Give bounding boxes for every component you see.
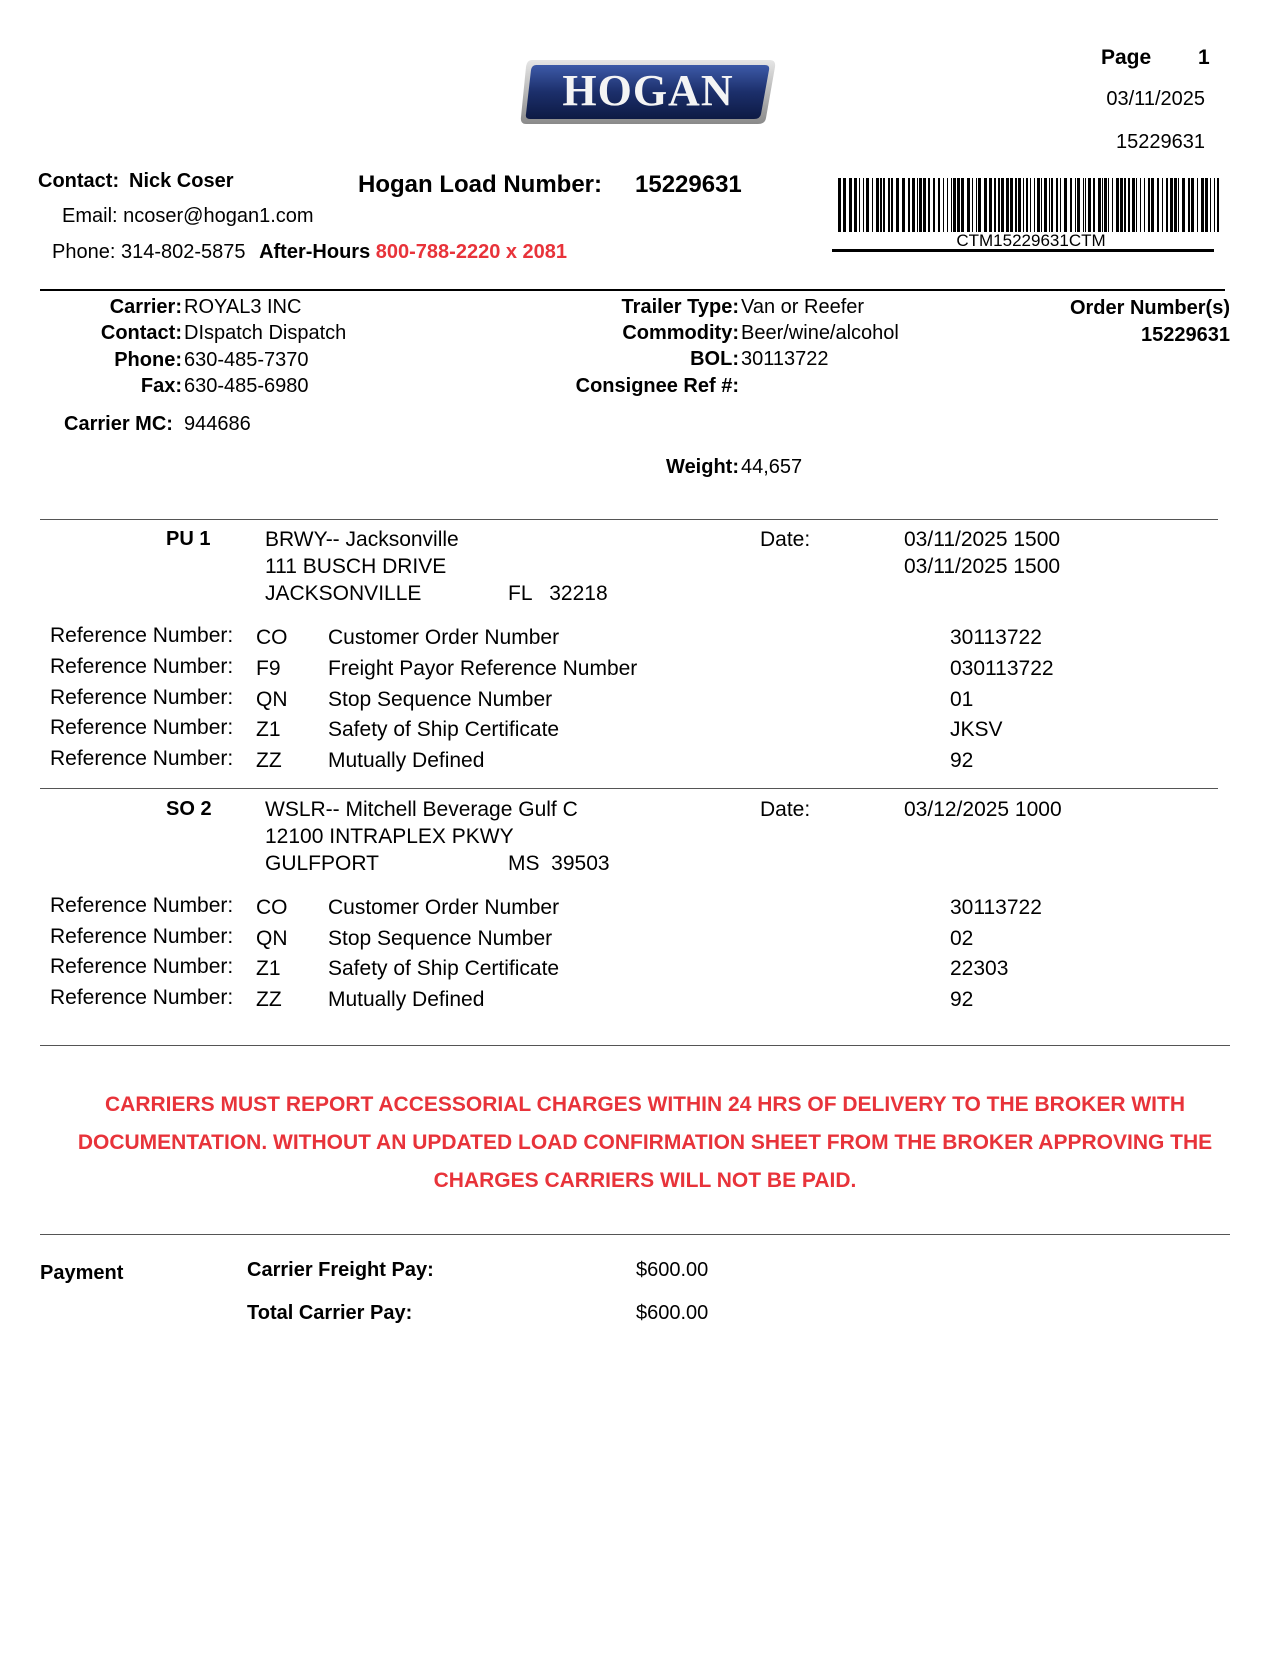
ref-value: 30113722: [950, 626, 1042, 649]
carrier-phone-label: Phone:: [114, 349, 182, 371]
ref-label: Reference Number:: [50, 624, 234, 647]
order-number: 15229631: [1141, 324, 1230, 346]
after-hours-label: After-Hours: [259, 241, 371, 263]
ref-label: Reference Number:: [50, 986, 234, 1009]
ref-value: JKSV: [950, 718, 1003, 741]
carrier-fax-label: Fax:: [140, 375, 182, 397]
carrier-mc-label: Carrier MC:: [64, 413, 173, 435]
stop2-state-zip: MS 39503: [508, 852, 610, 875]
phone-label: Phone:: [52, 241, 116, 263]
consignee-ref-label: Consignee Ref #:: [575, 375, 739, 397]
notice-line-3: CHARGES CARRIERS WILL NOT BE PAID.: [433, 1169, 857, 1192]
accessorial-notice: [40, 1086, 1250, 1200]
freight-pay-value: $600.00: [636, 1259, 709, 1281]
weight-label: Weight:: [666, 456, 739, 478]
ref-label: Reference Number:: [50, 925, 234, 948]
after-hours-phone: 800-788-2220 x 2081: [375, 241, 568, 263]
carrier-contact-label: Contact:: [100, 322, 182, 344]
ref-value: 030113722: [950, 657, 1054, 680]
ref-desc: Safety of Ship Certificate: [328, 718, 560, 741]
stop1-id: PU 1: [166, 528, 211, 550]
total-pay-label: Total Carrier Pay:: [247, 1302, 413, 1324]
ref-label: Reference Number:: [50, 655, 234, 678]
total-pay-value: $600.00: [636, 1302, 709, 1324]
ref-value: 02: [950, 927, 974, 950]
ref-value: 92: [950, 988, 974, 1011]
carrier-contact: DIspatch Dispatch: [184, 322, 347, 344]
notice-line-1: CARRIERS MUST REPORT ACCESSORIAL CHARGES WITHIN 24 HRS OF DELIVERY TO THE BROKER WITH: [104, 1093, 1186, 1116]
stop1-state-zip: FL 32218: [508, 582, 608, 605]
stop1-divider: [40, 519, 1218, 520]
email-label: Email:: [62, 205, 118, 227]
ref-code: CO: [256, 626, 288, 649]
ref-code: CO: [256, 896, 288, 919]
barcode: [838, 178, 1224, 232]
trailer-type: Van or Reefer: [741, 296, 865, 318]
contact-label: Contact:: [38, 170, 120, 192]
freight-pay-label: Carrier Freight Pay:: [247, 1259, 434, 1281]
ref-code: QN: [256, 927, 288, 950]
stop2-date-label: Date:: [760, 798, 811, 821]
ref-desc: Mutually Defined: [328, 749, 485, 772]
ref-desc: Customer Order Number: [328, 626, 560, 649]
header-date: 03/11/2025: [1106, 88, 1205, 110]
stop1-city: JACKSONVILLE: [265, 582, 422, 605]
stop1-date-label: Date:: [760, 528, 811, 551]
ref-desc: Customer Order Number: [328, 896, 560, 919]
header-divider: [40, 289, 1225, 291]
trailer-type-label: Trailer Type:: [621, 296, 739, 318]
stop1-date-1: 03/11/2025 1500: [904, 528, 1061, 551]
weight: 44,657: [741, 456, 803, 478]
phone-value: 314-802-5875: [120, 241, 246, 263]
stop1-name: BRWY-- Jacksonville: [265, 528, 459, 551]
ref-value: 30113722: [950, 896, 1042, 919]
ref-code: QN: [256, 688, 288, 711]
barcode-underline: [832, 249, 1214, 252]
stop2-address: 12100 INTRAPLEX PKWY: [265, 825, 514, 848]
stop2-date-1: 03/12/2025 1000: [904, 798, 1062, 821]
ref-desc: Freight Payor Reference Number: [328, 657, 638, 680]
ref-desc: Mutually Defined: [328, 988, 485, 1011]
payment-divider: [40, 1234, 1230, 1235]
load-number-label: Hogan Load Number:: [358, 171, 602, 198]
commodity: Beer/wine/alcohol: [741, 322, 899, 344]
order-numbers-label: Order Number(s): [1069, 297, 1230, 319]
ref-desc: Stop Sequence Number: [328, 927, 553, 950]
bol-label: BOL:: [690, 348, 739, 370]
ref-value: 92: [950, 749, 974, 772]
ref-desc: Safety of Ship Certificate: [328, 957, 560, 980]
load-number: 15229631: [635, 171, 742, 198]
ref-code: ZZ: [256, 749, 282, 772]
ref-label: Reference Number:: [50, 747, 234, 770]
header-load-id: 15229631: [1116, 131, 1205, 153]
stop1-address: 111 BUSCH DRIVE: [265, 555, 447, 578]
payment-label: Payment: [40, 1262, 124, 1284]
ref-value: 22303: [950, 957, 1009, 980]
logo-text: HOGAN: [562, 66, 734, 115]
stop2-divider: [40, 788, 1218, 789]
ref-desc: Stop Sequence Number: [328, 688, 553, 711]
barcode-text: CTM15229631CTM: [956, 231, 1106, 250]
email-value: ncoser@hogan1.com: [123, 205, 314, 227]
notice-top-divider: [40, 1045, 1230, 1046]
commodity-label: Commodity:: [622, 322, 739, 344]
carrier-phone: 630-485-7370: [184, 349, 309, 371]
contact-name: Nick Coser: [129, 170, 234, 192]
carrier-label: Carrier:: [109, 296, 182, 318]
carrier-fax: 630-485-6980: [184, 375, 309, 397]
ref-code: ZZ: [256, 988, 282, 1011]
ref-code: F9: [256, 657, 281, 680]
carrier-mc: 944686: [184, 413, 251, 435]
stop2-id: SO 2: [166, 798, 212, 820]
stop1-date-2: 03/11/2025 1500: [904, 555, 1061, 578]
ref-code: Z1: [256, 957, 281, 980]
ref-label: Reference Number:: [50, 894, 234, 917]
stop2-name: WSLR-- Mitchell Beverage Gulf C: [265, 798, 578, 821]
ref-label: Reference Number:: [50, 716, 234, 739]
hogan-logo: [518, 58, 778, 126]
page-label: Page: [1101, 46, 1152, 69]
ref-label: Reference Number:: [50, 955, 234, 978]
notice-line-2: DOCUMENTATION. WITHOUT AN UPDATED LOAD CONFIRMATION SHEET FROM THE BROKER APPROVING THE: [77, 1131, 1213, 1154]
ref-value: 01: [950, 688, 974, 711]
stop2-city: GULFPORT: [265, 852, 379, 875]
ref-label: Reference Number:: [50, 686, 234, 709]
page-number: 1: [1198, 46, 1210, 69]
carrier-name: ROYAL3 INC: [184, 296, 302, 318]
bol: 30113722: [741, 348, 829, 370]
ref-code: Z1: [256, 718, 281, 741]
